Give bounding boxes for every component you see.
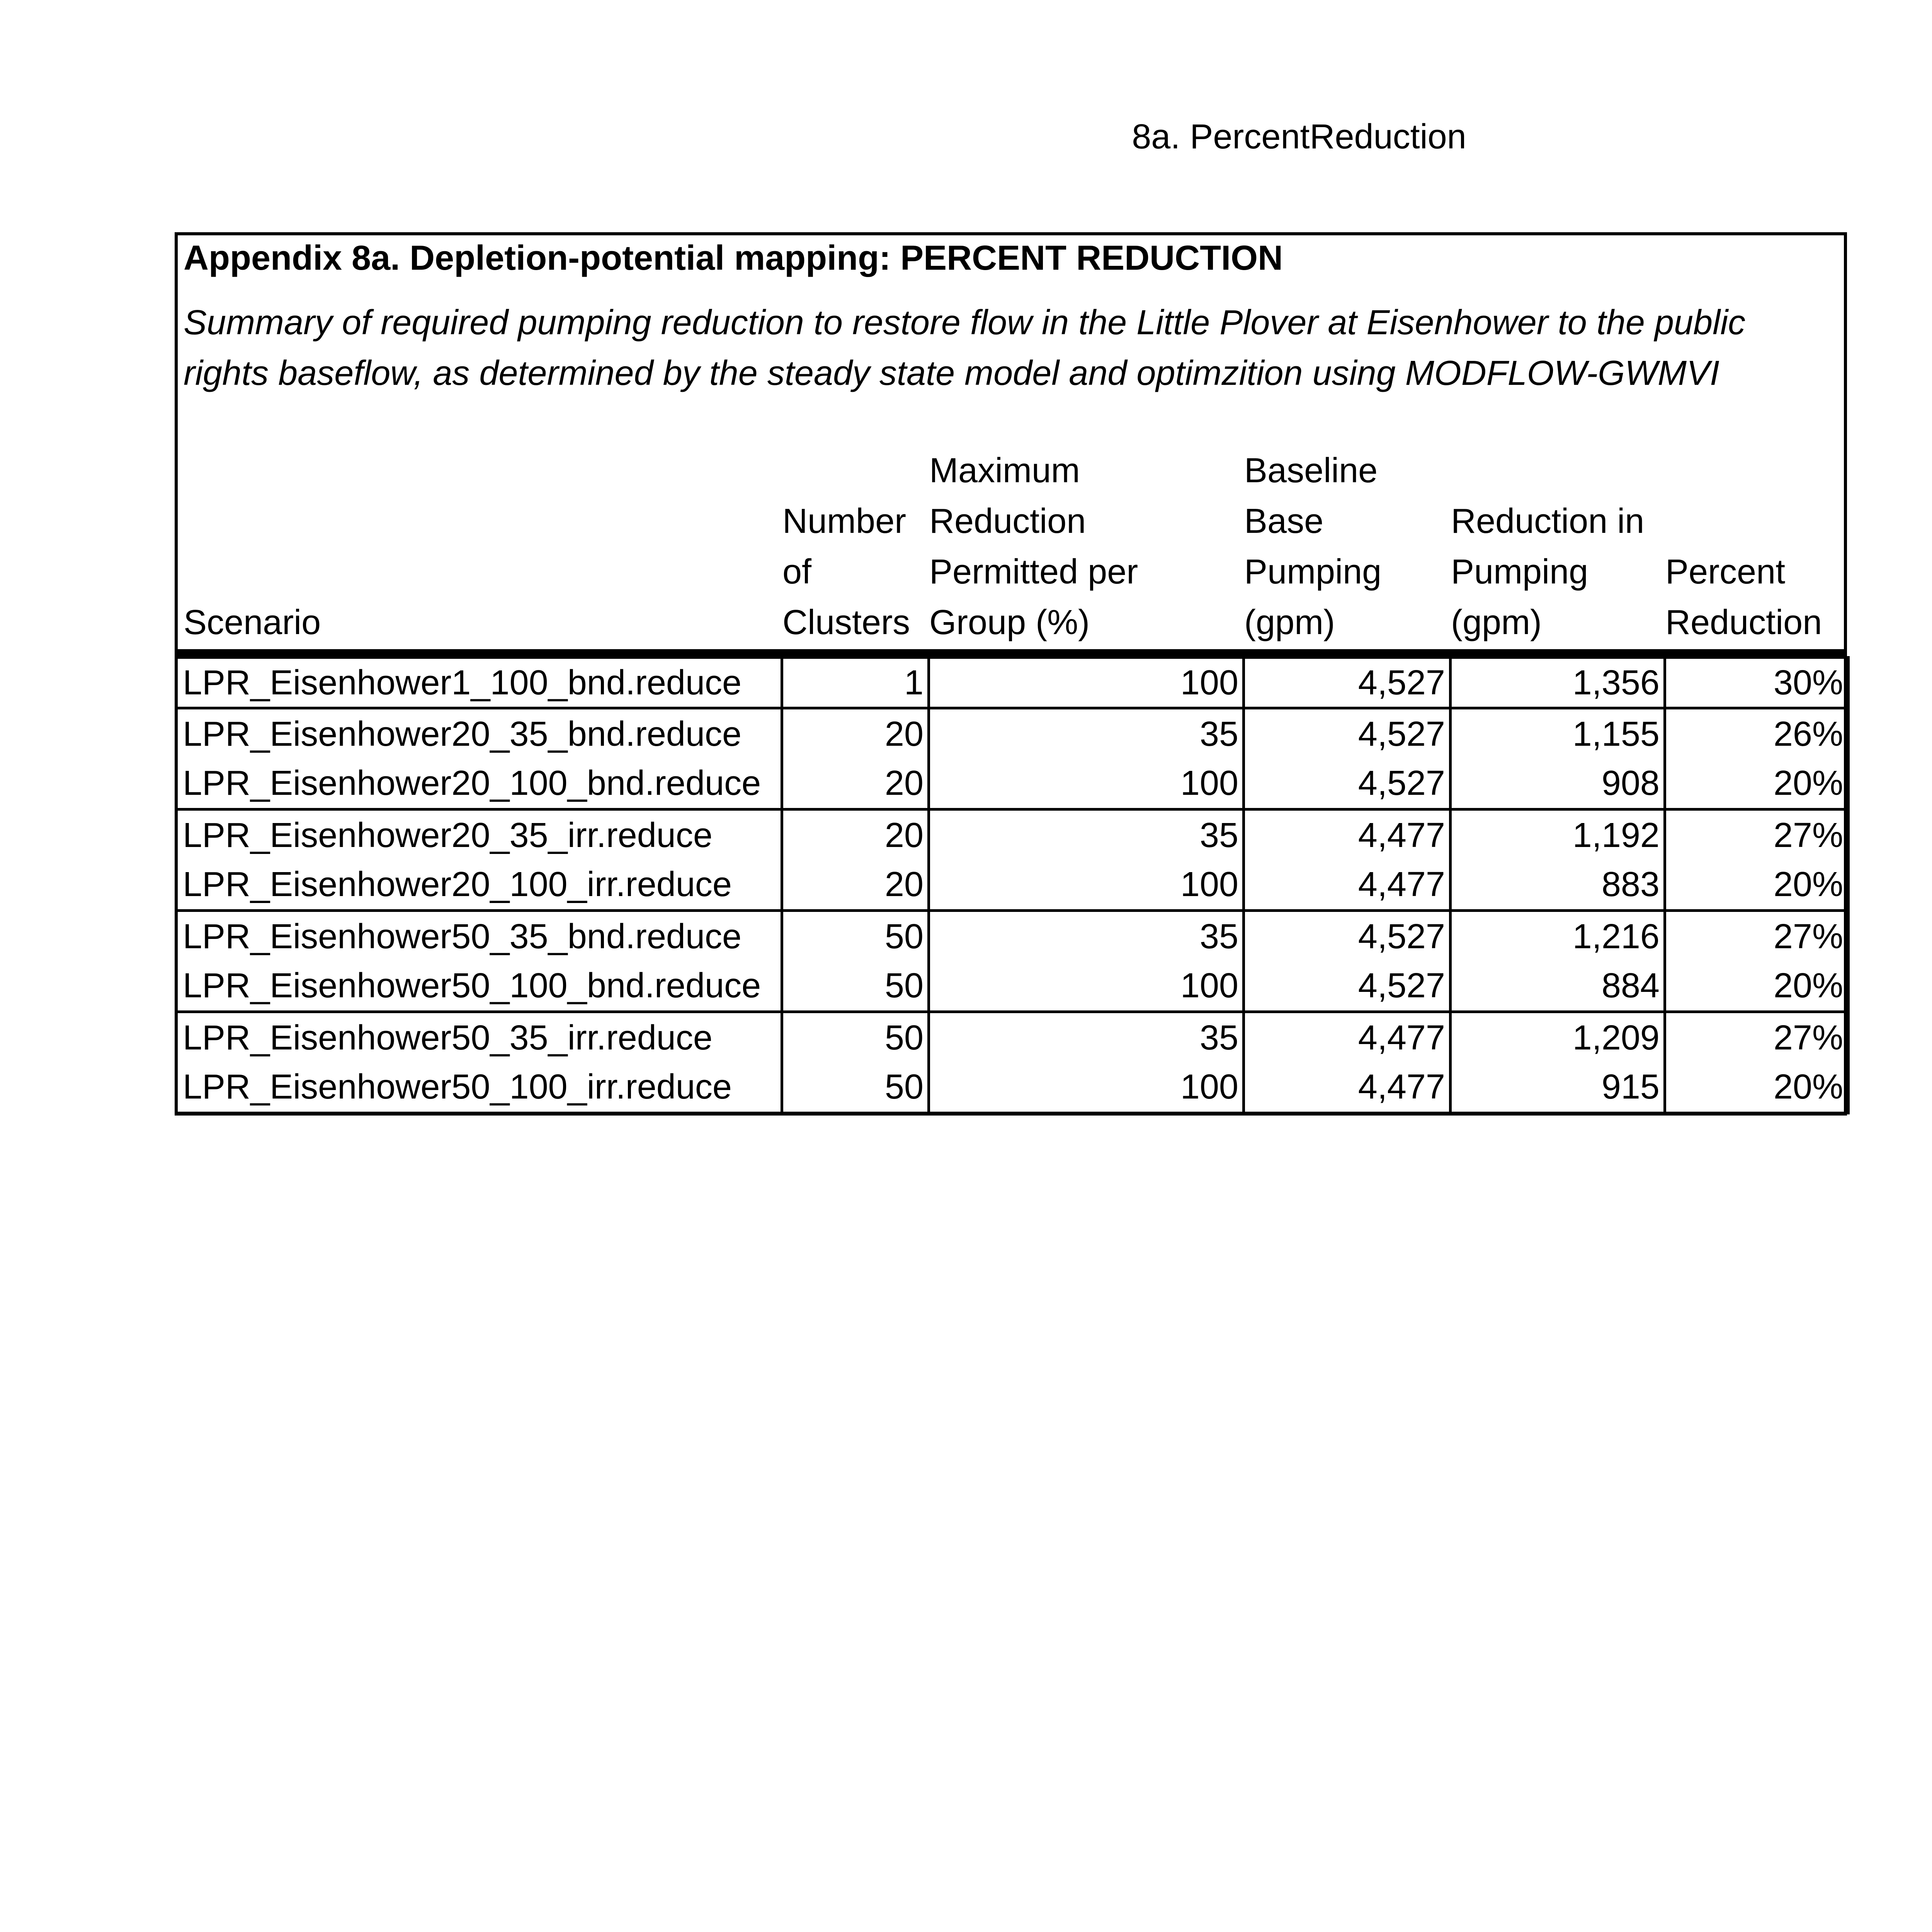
header-divider <box>175 649 1847 657</box>
cell-baseline: 4,527 <box>1244 658 1451 708</box>
header-line: Base <box>1244 502 1324 541</box>
cell-scenario: LPR_Eisenhower1_100_bnd.reduce <box>176 658 782 708</box>
cell-percent: 27% <box>1665 810 1849 860</box>
cell-percent: 27% <box>1665 1012 1849 1063</box>
cell-scenario: LPR_Eisenhower50_35_bnd.reduce <box>176 911 782 961</box>
cell-reduction: 1,216 <box>1451 911 1665 961</box>
header-line: Number <box>782 502 906 541</box>
header-line: Reduction <box>1665 603 1822 642</box>
header-reduction <box>1451 496 1644 648</box>
header-percent <box>1665 547 1822 648</box>
cell-max-reduction: 100 <box>929 1063 1244 1113</box>
header-clusters <box>782 496 910 648</box>
header-line: Pumping <box>1244 553 1382 591</box>
cell-reduction: 915 <box>1451 1063 1665 1113</box>
cell-percent: 20% <box>1665 759 1849 810</box>
cell-clusters: 50 <box>782 1012 929 1063</box>
cell-reduction: 1,155 <box>1451 708 1665 759</box>
cell-clusters: 1 <box>782 658 929 708</box>
header-line: Baseline <box>1244 451 1378 490</box>
cell-reduction: 1,356 <box>1451 658 1665 708</box>
header-line: Pumping <box>1451 553 1588 591</box>
cell-reduction: 884 <box>1451 961 1665 1012</box>
header-line: Permitted per <box>929 553 1138 591</box>
cell-reduction: 883 <box>1451 860 1665 911</box>
cell-max-reduction: 100 <box>929 658 1244 708</box>
cell-clusters: 50 <box>782 911 929 961</box>
cell-max-reduction: 35 <box>929 708 1244 759</box>
table-row <box>176 810 1849 860</box>
cell-percent: 20% <box>1665 1063 1849 1113</box>
table-row <box>176 658 1849 708</box>
table-summary <box>184 298 1837 399</box>
cell-max-reduction: 100 <box>929 961 1244 1012</box>
table-row <box>176 708 1849 759</box>
cell-baseline: 4,527 <box>1244 708 1451 759</box>
cell-clusters: 50 <box>782 961 929 1012</box>
cell-percent: 26% <box>1665 708 1849 759</box>
cell-clusters: 50 <box>782 1063 929 1113</box>
summary-line: Summary of required pumping reduction to restore flow in the Little Plover at Eisenhower to the public <box>184 303 1746 342</box>
cell-percent: 30% <box>1665 658 1849 708</box>
cell-max-reduction: 35 <box>929 810 1244 860</box>
cell-max-reduction: 35 <box>929 1012 1244 1063</box>
cell-percent: 20% <box>1665 961 1849 1012</box>
cell-scenario: LPR_Eisenhower20_35_irr.reduce <box>176 810 782 860</box>
cell-clusters: 20 <box>782 708 929 759</box>
cell-scenario: LPR_Eisenhower20_35_bnd.reduce <box>176 708 782 759</box>
header-baseline <box>1244 446 1381 648</box>
cell-scenario: LPR_Eisenhower50_100_irr.reduce <box>176 1063 782 1113</box>
header-max-reduction <box>929 446 1138 648</box>
header-line: Maximum <box>929 451 1080 490</box>
cell-baseline: 4,527 <box>1244 961 1451 1012</box>
results-table <box>175 656 1850 1114</box>
cell-reduction: 1,192 <box>1451 810 1665 860</box>
cell-percent: 20% <box>1665 860 1849 911</box>
cell-scenario: LPR_Eisenhower50_100_bnd.reduce <box>176 961 782 1012</box>
header-scenario <box>184 597 321 648</box>
summary-line: rights baseflow, as determined by the steady state model and optimzition using MODFLOW-GWMVI <box>184 354 1720 393</box>
header-line: Group (%) <box>929 603 1090 642</box>
cell-clusters: 20 <box>782 810 929 860</box>
header-line: (gpm) <box>1451 603 1542 642</box>
table-row <box>176 911 1849 961</box>
header-line: Clusters <box>782 603 910 642</box>
cell-baseline: 4,477 <box>1244 810 1451 860</box>
cell-scenario: LPR_Eisenhower50_35_irr.reduce <box>176 1012 782 1063</box>
cell-max-reduction: 100 <box>929 759 1244 810</box>
sheet-header <box>0 116 1932 158</box>
cell-baseline: 4,527 <box>1244 911 1451 961</box>
cell-scenario: LPR_Eisenhower20_100_bnd.reduce <box>176 759 782 810</box>
header-line: (gpm) <box>1244 603 1335 642</box>
table-row <box>176 860 1849 911</box>
header-line: of <box>782 553 812 591</box>
cell-reduction: 908 <box>1451 759 1665 810</box>
cell-baseline: 4,477 <box>1244 1012 1451 1063</box>
cell-baseline: 4,527 <box>1244 759 1451 810</box>
header-line: Percent <box>1665 553 1786 591</box>
cell-scenario: LPR_Eisenhower20_100_irr.reduce <box>176 860 782 911</box>
cell-reduction: 1,209 <box>1451 1012 1665 1063</box>
table-row <box>176 1063 1849 1113</box>
sheet-header-text: 8a. PercentReduction <box>1132 117 1466 156</box>
header-line: Scenario <box>184 603 321 642</box>
cell-max-reduction: 100 <box>929 860 1244 911</box>
header-line: Reduction in <box>1451 502 1645 541</box>
cell-percent: 27% <box>1665 911 1849 961</box>
cell-baseline: 4,477 <box>1244 860 1451 911</box>
cell-max-reduction: 35 <box>929 911 1244 961</box>
table-title: Appendix 8a. Depletion-potential mapping: PERCENT REDUCTION <box>184 239 1283 277</box>
table-row <box>176 961 1849 1012</box>
cell-clusters: 20 <box>782 860 929 911</box>
table-row <box>176 1012 1849 1063</box>
cell-clusters: 20 <box>782 759 929 810</box>
header-line: Reduction <box>929 502 1086 541</box>
table-row <box>176 759 1849 810</box>
cell-baseline: 4,477 <box>1244 1063 1451 1113</box>
